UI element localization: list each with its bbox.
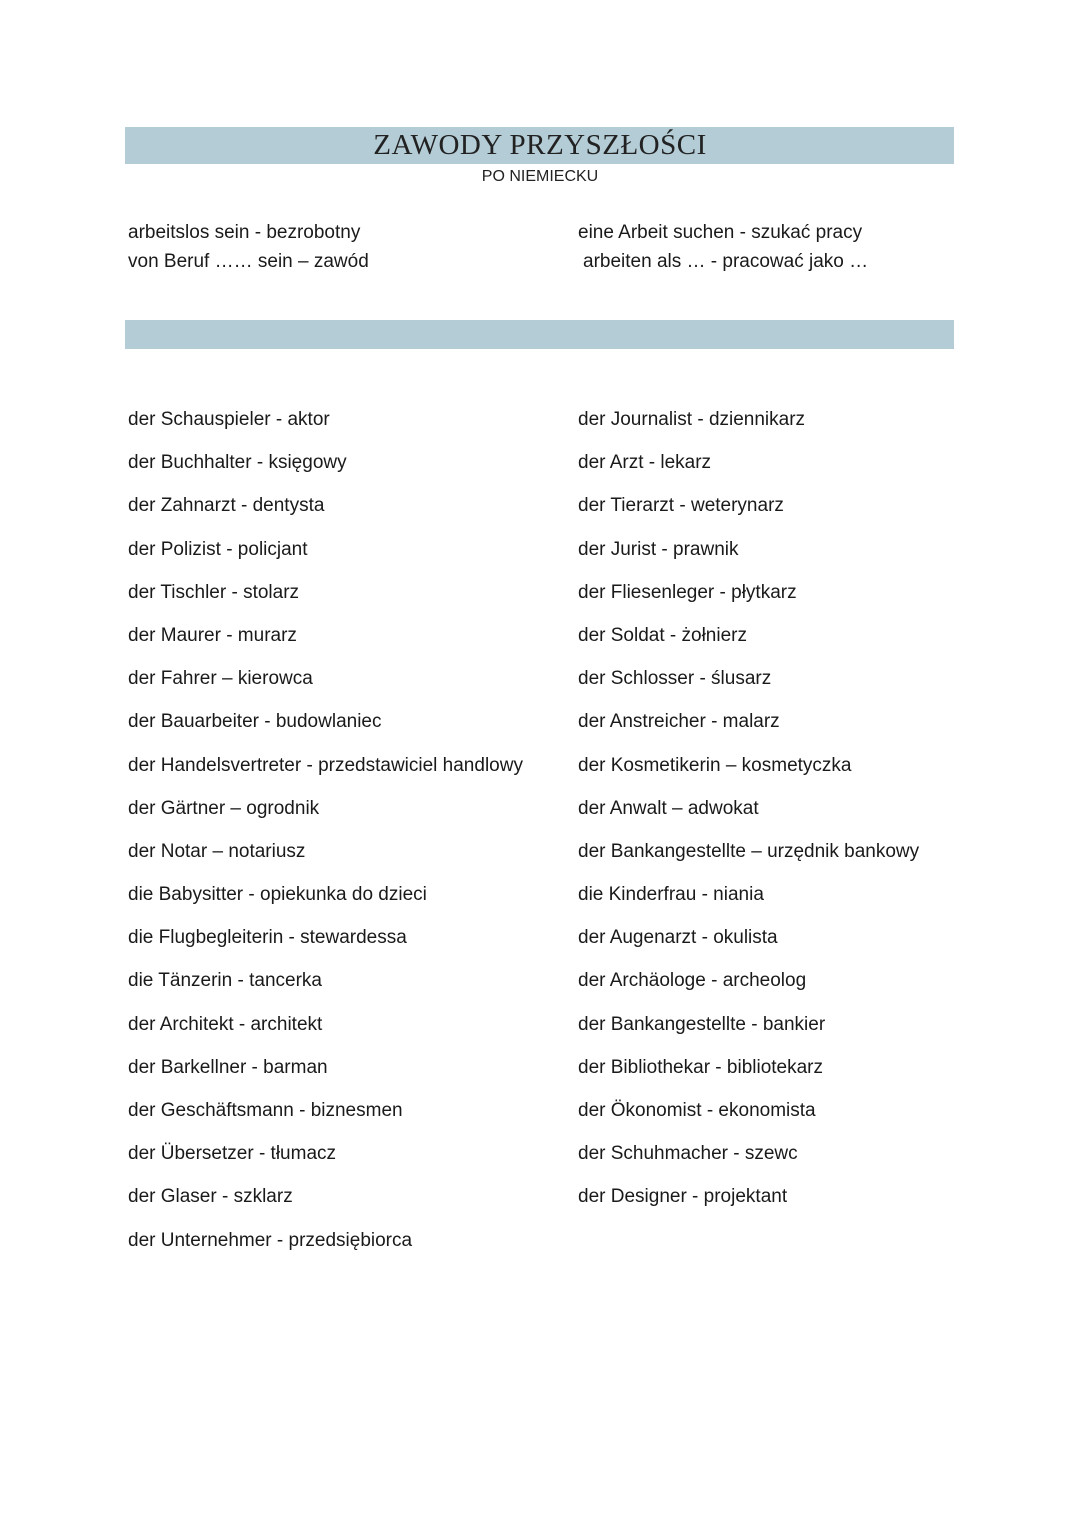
vocab-item: der Schlosser - ślusarz (578, 668, 772, 690)
vocab-item: der Gärtner – ogrodnik (128, 797, 320, 819)
vocab-item: der Anstreicher - malarz (578, 711, 780, 733)
vocab-item: der Tischler - stolarz (128, 581, 300, 603)
vocab-item: der Kosmetikerin – kosmetyczka (578, 754, 852, 776)
vocab-item: der Anwalt – adwokat (578, 797, 759, 819)
page-subtitle: PO NIEMIECKU (481, 168, 599, 185)
vocab-item: der Designer - projektant (578, 1186, 788, 1208)
vocab-item: der Polizist - policjant (128, 538, 308, 560)
vocab-list-right (578, 407, 919, 1228)
vocab-item: der Übersetzer - tłumacz (128, 1143, 337, 1165)
vocab-item: der Bankangestellte – urzędnik bankowy (578, 840, 920, 862)
vocab-item: der Architekt - architekt (128, 1013, 323, 1035)
vocab-item: der Arzt - lekarz (578, 452, 712, 474)
vocab-item: der Bankangestellte - bankier (578, 1013, 826, 1035)
vocab-item: der Barkellner - barman (128, 1056, 328, 1078)
vocab-item: der Maurer - murarz (128, 624, 297, 646)
vocab-item: der Geschäftsmann - biznesmen (128, 1100, 403, 1121)
phrase-left-2: von Beruf …… sein – zawód (128, 251, 369, 272)
vocab-item: der Bibliothekar - bibliotekarz (578, 1056, 824, 1078)
vocab-item: der Buchhalter - księgowy (128, 452, 347, 474)
vocab-item: der Notar – notariusz (128, 840, 306, 862)
vocab-list-left (128, 407, 523, 1271)
vocab-item: der Augenarzt - okulista (578, 927, 778, 949)
phrase-right-1: eine Arbeit suchen - szukać pracy (578, 222, 863, 243)
phrase-left-1: arbeitslos sein - bezrobotny (128, 222, 361, 243)
vocab-item: der Schauspieler - aktor (128, 409, 330, 430)
vocab-item: der Tierarzt - weterynarz (578, 495, 784, 517)
page-title: ZAWODY PRZYSZŁOŚCI (373, 129, 707, 161)
vocab-item: der Fliesenleger - płytkarz (578, 581, 797, 603)
vocab-item: der Ökonomist - ekonomista (578, 1100, 816, 1121)
vocab-item: die Flugbegleiterin - stewardessa (128, 927, 407, 949)
vocab-item: der Soldat - żołnierz (578, 624, 747, 646)
vocab-item: der Unternehmer - przedsiębiorca (128, 1229, 413, 1251)
vocab-item: der Fahrer – kierowca (128, 668, 313, 690)
phrase-right-2: arbeiten als … - pracować jako … (583, 251, 869, 272)
vocab-item: der Handelsvertreter - przedstawiciel handlowy (128, 754, 523, 776)
vocab-item: die Babysitter - opiekunka do dzieci (128, 884, 427, 906)
vocab-item: der Journalist - dziennikarz (578, 409, 806, 430)
vocab-item: der Schuhmacher - szewc (578, 1143, 798, 1165)
vocab-item: der Bauarbeiter - budowlaniec (128, 711, 382, 733)
vocab-item: der Jurist - prawnik (578, 538, 739, 560)
vocab-item: der Glaser - szklarz (128, 1186, 293, 1208)
section-divider-band (125, 320, 954, 349)
vocab-item: der Zahnarzt - dentysta (128, 495, 325, 517)
vocab-item: die Kinderfrau - niania (578, 884, 764, 906)
vocab-item: die Tänzerin - tancerka (128, 970, 322, 992)
vocab-item: der Archäologe - archeolog (578, 970, 807, 992)
